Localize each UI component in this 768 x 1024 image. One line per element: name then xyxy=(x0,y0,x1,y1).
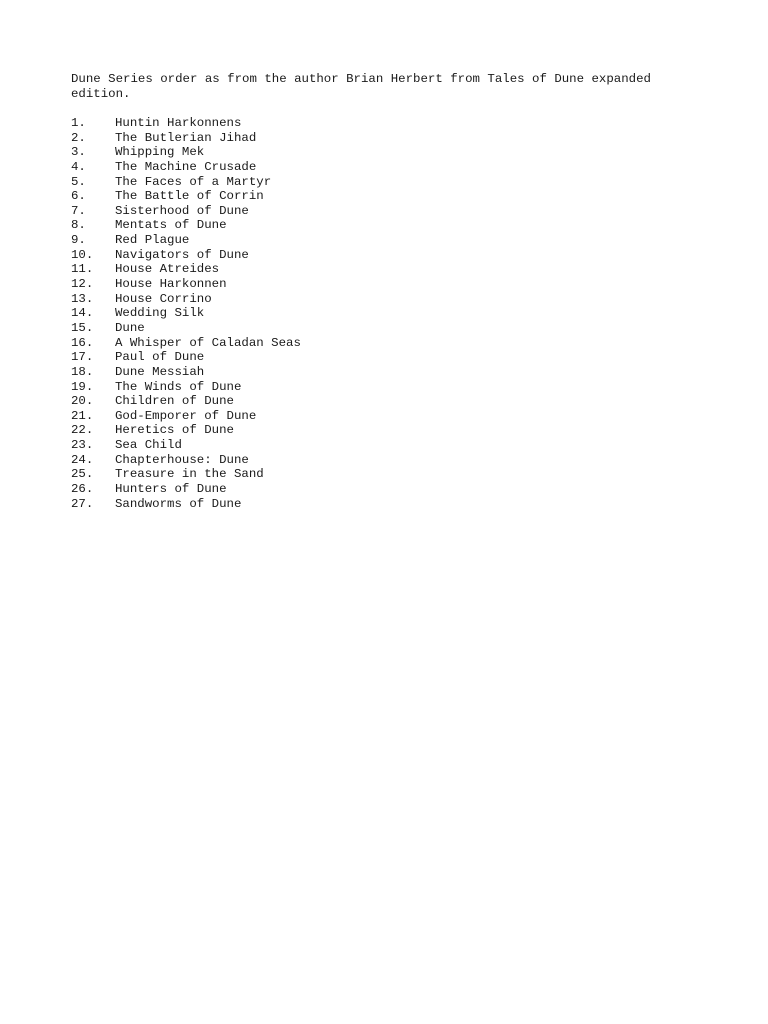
item-number: 9. xyxy=(71,233,86,248)
book-title: House Atreides xyxy=(115,262,220,277)
item-number: 18. xyxy=(71,364,94,379)
item-number: 3. xyxy=(71,145,86,160)
item-number: 12. xyxy=(71,277,94,292)
list-item xyxy=(71,233,301,248)
item-number: 21. xyxy=(71,408,94,423)
item-number: 20. xyxy=(71,394,94,409)
list-item xyxy=(71,160,301,175)
item-number: 25. xyxy=(71,467,94,482)
list-item xyxy=(71,116,301,131)
list-item xyxy=(71,321,301,336)
list-item xyxy=(71,453,301,468)
item-number: 7. xyxy=(71,203,86,218)
book-title: The Battle of Corrin xyxy=(115,189,264,204)
book-title: Sea Child xyxy=(115,438,182,453)
item-number: 14. xyxy=(71,306,94,321)
book-title: Dune xyxy=(115,320,145,335)
book-title: The Machine Crusade xyxy=(115,159,257,174)
list-item xyxy=(71,409,301,424)
book-title: Wedding Silk xyxy=(115,306,205,321)
list-item xyxy=(71,438,301,453)
book-title: Red Plague xyxy=(115,233,190,248)
book-title: A Whisper of Caladan Seas xyxy=(115,335,301,350)
item-number: 16. xyxy=(71,335,94,350)
list-item xyxy=(71,248,301,263)
list-item xyxy=(71,482,301,497)
book-title: Treasure in the Sand xyxy=(115,467,264,482)
list-item xyxy=(71,262,301,277)
book-title: The Butlerian Jihad xyxy=(115,130,257,145)
item-number: 24. xyxy=(71,452,94,467)
item-number: 5. xyxy=(71,174,86,189)
item-number: 8. xyxy=(71,218,86,233)
item-number: 13. xyxy=(71,291,94,306)
item-number: 11. xyxy=(71,262,94,277)
list-item xyxy=(71,365,301,380)
list-item xyxy=(71,380,301,395)
list-item xyxy=(71,277,301,292)
list-item xyxy=(71,467,301,482)
list-item xyxy=(71,175,301,190)
list-item xyxy=(71,189,301,204)
list-item xyxy=(71,145,301,160)
item-number: 10. xyxy=(71,247,94,262)
book-title: Whipping Mek xyxy=(115,145,205,160)
book-title: House Harkonnen xyxy=(115,277,227,292)
list-item xyxy=(71,497,301,512)
book-title: House Corrino xyxy=(115,291,212,306)
book-title: Sandworms of Dune xyxy=(115,496,242,511)
item-number: 19. xyxy=(71,379,94,394)
list-item xyxy=(71,292,301,307)
book-title: Chapterhouse: Dune xyxy=(115,452,249,467)
list-item xyxy=(71,350,301,365)
list-item xyxy=(71,131,301,146)
book-title: Huntin Harkonnens xyxy=(115,116,242,130)
item-number: 26. xyxy=(71,482,94,497)
item-number: 6. xyxy=(71,189,86,204)
book-title: Hunters of Dune xyxy=(115,482,227,497)
intro-paragraph: Dune Series order as from the author Brian Herbert from Tales of Dune expanded edition. xyxy=(71,72,651,101)
item-number: 17. xyxy=(71,350,94,365)
book-list xyxy=(71,116,301,511)
book-title: Navigators of Dune xyxy=(115,247,249,262)
list-item xyxy=(71,394,301,409)
book-title: Heretics of Dune xyxy=(115,423,234,438)
list-item xyxy=(71,306,301,321)
book-title: Sisterhood of Dune xyxy=(115,203,249,218)
item-number: 23. xyxy=(71,438,94,453)
list-item xyxy=(71,204,301,219)
item-number: 27. xyxy=(71,496,94,511)
list-item xyxy=(71,423,301,438)
book-title: Paul of Dune xyxy=(115,350,205,365)
book-title: Dune Messiah xyxy=(115,364,205,379)
book-title: Mentats of Dune xyxy=(115,218,227,233)
book-title: The Winds of Dune xyxy=(115,379,242,394)
item-number: 4. xyxy=(71,159,86,174)
item-number: 15. xyxy=(71,320,94,335)
book-title: God-Emporer of Dune xyxy=(115,408,257,423)
item-number: 2. xyxy=(71,130,86,145)
book-title: Children of Dune xyxy=(115,394,234,409)
item-number: 22. xyxy=(71,423,94,438)
item-number: 1. xyxy=(71,116,86,130)
list-item xyxy=(71,218,301,233)
list-item xyxy=(71,336,301,351)
book-title: The Faces of a Martyr xyxy=(115,174,272,189)
